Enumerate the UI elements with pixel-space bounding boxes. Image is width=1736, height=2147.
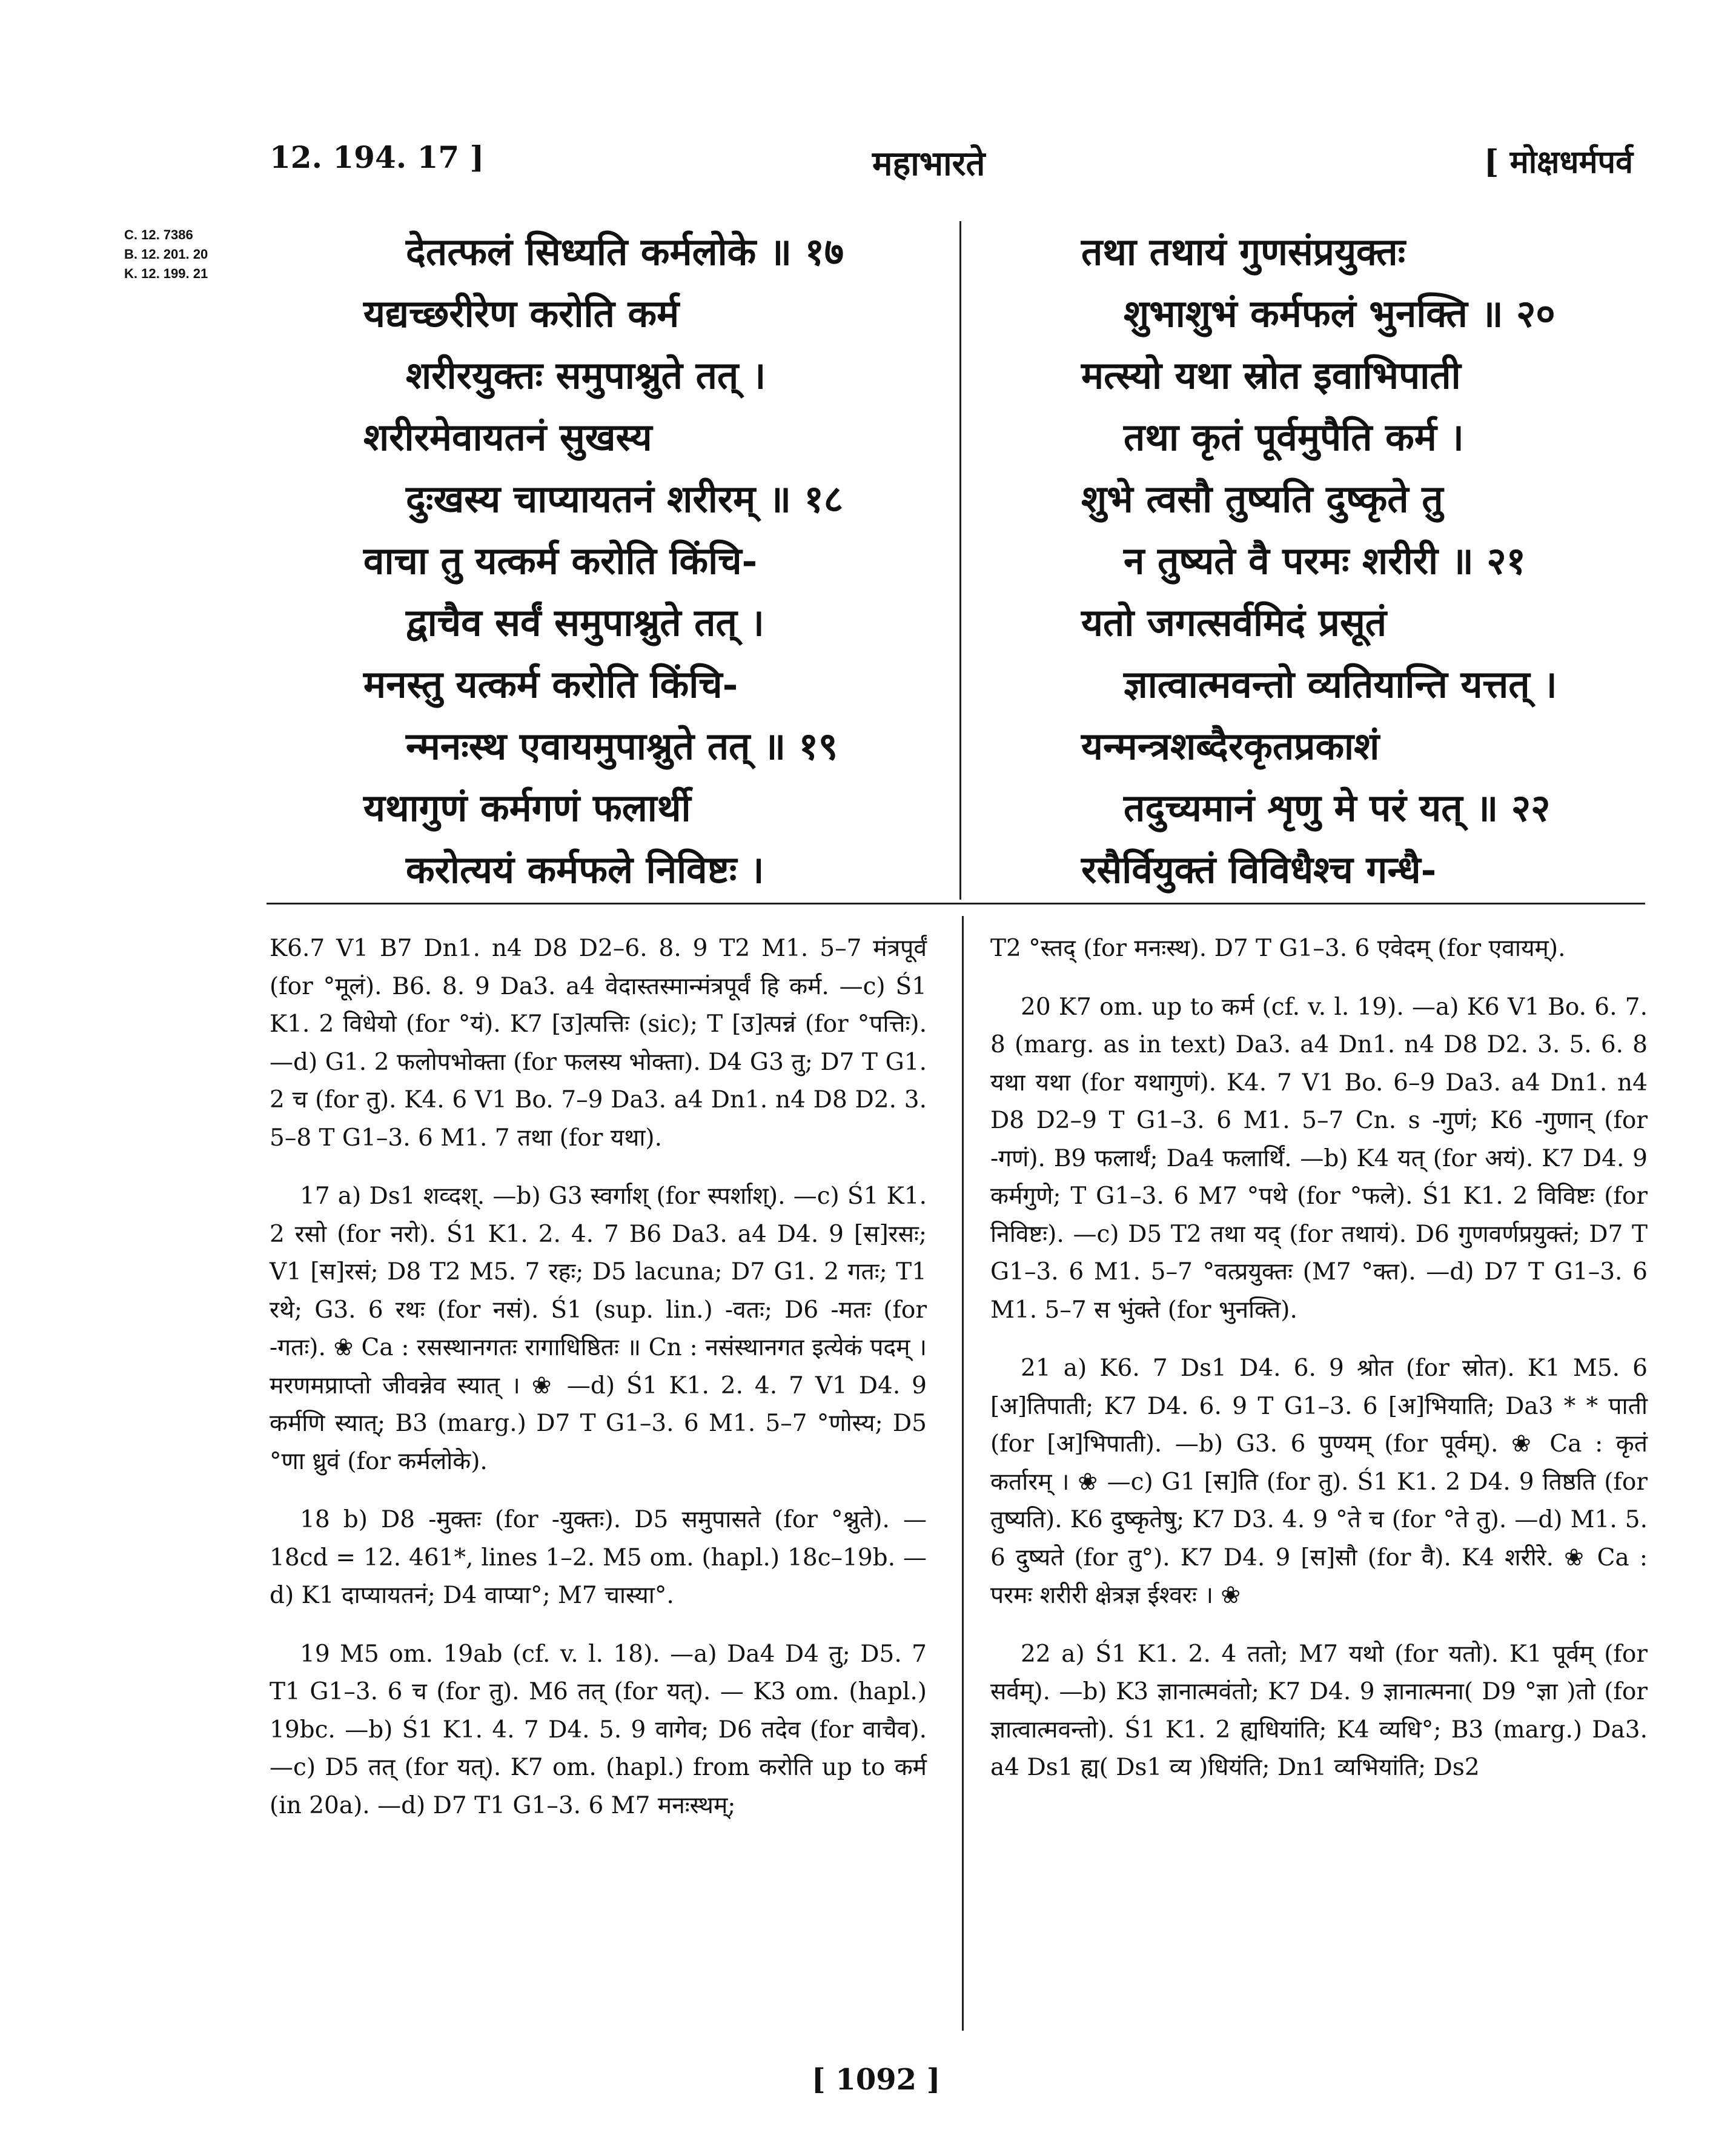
verse-line: तदुच्यमानं शृणु मे परं यत् ॥ २२ — [1124, 786, 1551, 830]
apparatus-entry: 19 M5 om. 19ab (cf. v. l. 18). —a) Da4 D4 तु; D5. 7 T1 G1–3. 6 च (for तु). M6 तत् (for यत्). — K3 om. (hapl.) 19bc. —b) Ś1 K1. 4. 7 D4. 5. 9 वागेव; D6 तदेव (for वाचैव). —c) D5 तत् (for यत्). K7 om. (hapl.) from करोति up to कर्म (in 20a). —d) D7 T1 G1–3. 6 M7 मनःस्थम्; — [270, 1640, 927, 1819]
verse-line: शरीरयुक्तः समुपाश्नुते तत् । — [406, 353, 766, 397]
verse-line: रसैर्वियुक्तं विविधैश्च गन्धै- — [1081, 848, 1437, 892]
apparatus-entry: 18 b) D8 -मुक्तः (for -युक्तः). D5 समुपासते (for °श्नुते). — 18cd = 12. 461*, lines 1–2. M5 om. (hapl.) 18c–19b. —d) K1 दाप्यायतनं; D4 वाप्या°; M7 चास्या°. — [270, 1506, 927, 1609]
verse-line: दुःखस्य चाप्यायतनं शरीरम् ॥ १८ — [406, 477, 844, 521]
verse-line: करोत्ययं कर्मफले निविष्टः । — [406, 848, 764, 892]
apparatus-entry: 17 a) Ds1 शव्दश्. —b) G3 स्वर्गाश् (for स्पर्शाश्). —c) Ś1 K1. 2 रसो (for नरो). Ś1 K1. 2. 4. 7 B6 Da3. a4 D4. 9 [स]रसः; V1 [स]रसं; D8 T2 M5. 7 रहः; D5 lacuna; D7 G1. 2 गतः; T1 रथे; G3. 6 रथः (for नसं). Ś1 (sup. lin.) -वतः; D6 -मतः (for -गतः). ❀ Ca : रसस्थानगतः रागाधिष्ठितः ॥ Cn : नसंस्थानगत इत्येकं पदम् । मरणमप्राप्तो जीवन्नेव स्यात् । ❀ —d) Ś1 K1. 2. 4. 7 V1 D4. 9 कर्मणि स्यात्; B3 (marg.) D7 T G1–3. 6 M1. 5–7 °णोस्य; D5 °णा ध्रुवं (for कर्मलोके). — [270, 1183, 927, 1475]
verse-line: शरीरमेवायतनं सुखस्य — [363, 415, 652, 459]
text-apparatus-rule — [267, 903, 1645, 904]
apparatus-entry: T2 °स्तद् (for मनःस्थ). D7 T G1–3. 6 एवेदम् (for एवायम्). — [990, 935, 1566, 962]
verse-line: वाचा तु यत्कर्म करोति किंचि- — [363, 539, 758, 583]
verse-line: देतत्फलं सिध्यति कर्मलोके ॥ १७ — [406, 230, 844, 274]
verse-column-left — [363, 221, 945, 901]
concordance-notes — [124, 225, 208, 284]
verse-line: यतो जगत्सर्वमिदं प्रसूतं — [1081, 600, 1387, 645]
apparatus-column-divider — [962, 916, 964, 2031]
apparatus-entry: 22 a) Ś1 K1. 2. 4 ततो; M7 यथो (for यतो). K1 पूर्वम् (for सर्वम्). —b) K3 ज्ञानात्मवंतो; K7 D4. 9 ज्ञानात्मना( D9 °ज्ञा )तो (for ज्ञात्वात्मवन्तो). Ś1 K1. 2 ह्यधियांति; K4 व्यधि°; B3 (marg.) Da3. a4 Ds1 ह्य( Ds1 व्य )धियंति; Dn1 व्यभियांति; Ds2 — [990, 1640, 1648, 1781]
verse-line: शुभे त्वसौ तुष्यति दुष्कृते तु — [1081, 477, 1443, 521]
verse-line: न्मनःस्थ एवायमुपाश्नुते तत् ॥ १९ — [406, 724, 838, 768]
verse-line: न तुष्यते वै परमः शरीरी ॥ २१ — [1124, 539, 1526, 583]
verse-line: यथागुणं कर्मगणं फलार्थी — [363, 786, 691, 830]
concordance-line: K. 12. 199. 21 — [124, 266, 208, 281]
verse-line: तथा कृतं पूर्वमुपैति कर्म । — [1124, 415, 1464, 459]
running-head-section: [ मोक्षधर्मपर्व — [1483, 144, 1633, 181]
critical-apparatus-left — [270, 930, 927, 1845]
page-number: [ 1092 ] — [812, 2063, 941, 2097]
running-head-title: महाभारते — [872, 144, 986, 184]
concordance-line: B. 12. 201. 20 — [124, 247, 208, 262]
apparatus-entry: 20 K7 om. up to कर्म (cf. v. l. 19). —a) K6 V1 Bo. 6. 7. 8 (marg. as in text) Da3. a4 Dn1. n4 D8 D2. 3. 5. 6. 8 यथा यथा (for यथागुणं). K4. 7 V1 Bo. 6–9 Da3. a4 Dn1. n4 D8 D2–9 T G1–3. 6 M1. 5–7 Cn. s -गुणं; K6 -गुणान् (for -गणं). B9 फलार्थं; Da4 फलार्थिं. —b) K4 यत् (for अयं). K7 D4. 9 कर्मगुणे; T G1–3. 6 M7 °पथे (for °फले). Ś1 K1. 2 विविष्टः (for निविष्टः). —c) D5 T2 तथा यद् (for तथायं). D6 गुणवर्णप्रयुक्तं; D7 T G1–3. 6 M1. 5–7 °वत्प्रयुक्तः (M7 °क्त). —d) D7 T G1–3. 6 M1. 5–7 स भुंक्ते (for भुनक्ति). — [990, 993, 1648, 1324]
running-head-reference: 12. 194. 17 ] — [270, 139, 485, 175]
verse-column-divider — [959, 221, 961, 900]
verse-line: द्वाचैव सर्वं समुपाश्नुते तत् । — [406, 600, 764, 645]
verse-line: यन्मन्त्रशब्दैरकृतप्रकाशं — [1081, 724, 1380, 768]
verse-line: ज्ञात्वात्मवन्तो व्यतियान्ति यत्तत् । — [1124, 662, 1557, 706]
apparatus-entry: 21 a) K6. 7 Ds1 D4. 6. 9 श्रोत (for स्रोत). K1 M5. 6 [अ]तिपाती; K7 D4. 6. 9 T G1–3. 6 [अ]भियाति; Da3 * * पाती (for [अ]भिपाती). —b) G3. 6 पुण्यम् (for पूर्वम्). ❀ Ca : कृतं कर्तारम् । ❀ —c) G1 [स]ति (for तु). Ś1 K1. 2 D4. 9 तिष्ठति (for तुष्यति). K6 दुष्कृतेषु; K7 D3. 4. 9 °ते च (for °ते तु). —d) M1. 5. 6 दुष्यते (for तु°). K7 D4. 9 [स]सौ (for वै). K4 शरीरे. ❀ Ca : परमः शरीरी क्षेत्रज्ञ ईश्वरः । ❀ — [990, 1355, 1648, 1609]
concordance-line: C. 12. 7386 — [124, 227, 193, 242]
verse-line: शुभाशुभं कर्मफलं भुनक्ति ॥ २० — [1124, 291, 1555, 336]
verse-line: तथा तथायं गुणसंप्रयुक्तः — [1081, 230, 1406, 274]
verse-column-right — [1081, 221, 1687, 901]
verse-line: यद्यच्छरीरेण करोति कर्म — [363, 291, 680, 336]
verse-line: मत्स्यो यथा स्रोत इवाभिपाती — [1081, 353, 1461, 397]
verse-line: मनस्तु यत्कर्म करोति किंचि- — [363, 662, 738, 706]
critical-apparatus-right — [990, 930, 1648, 1808]
apparatus-entry: K6.7 V1 B7 Dn1. n4 D8 D2–6. 8. 9 T2 M1. 5–7 मंत्रपूर्वं (for °मूलं). B6. 8. 9 Da3. a4 वेदास्तस्मान्मंत्रपूर्वं हि कर्म. —c) Ś1 K1. 2 विधेयो (for °यं). K7 [उ]त्पत्तिः (sic); T [उ]त्पन्नं (for °पत्तिः). —d) G1. 2 फलोपभोक्ता (for फलस्य भोक्ता). D4 G3 तु; D7 T G1. 2 च (for तु). K4. 6 V1 Bo. 7–9 Da3. a4 Dn1. n4 D8 D2. 3. 5–8 T G1–3. 6 M1. 7 तथा (for यथा). — [270, 935, 927, 1152]
